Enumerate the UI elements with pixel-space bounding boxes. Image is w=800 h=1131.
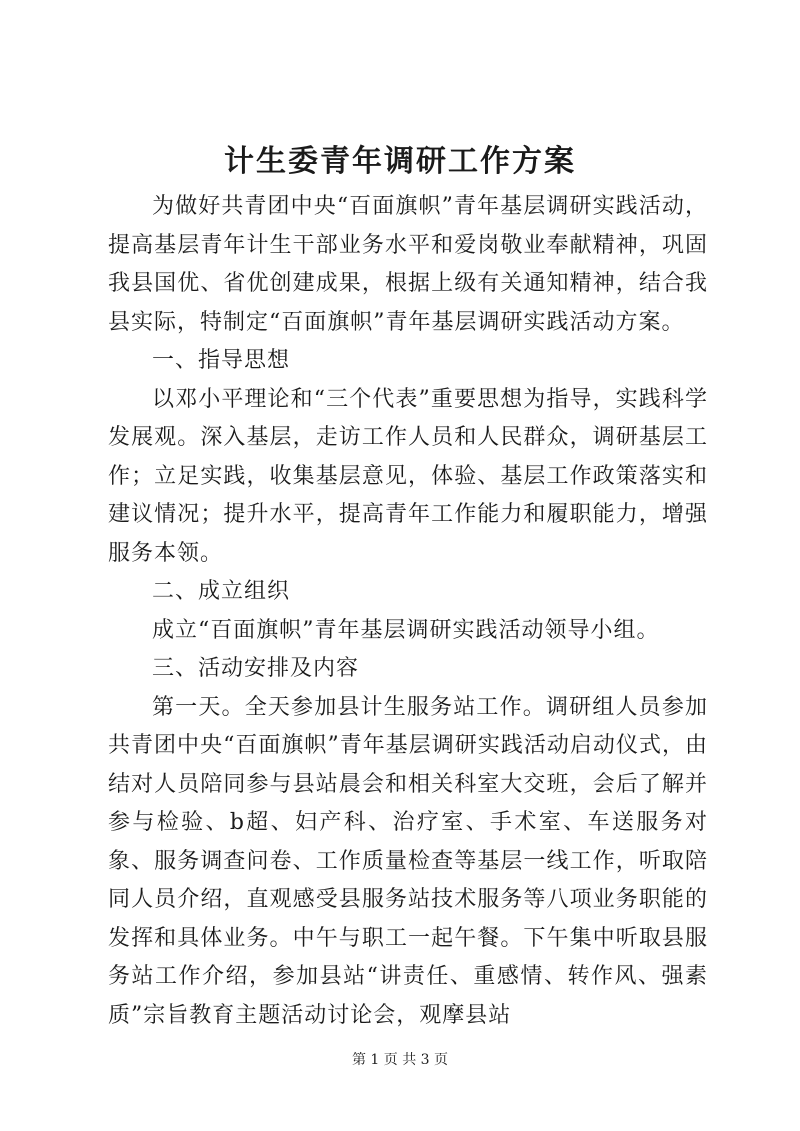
section-text-organization: 成立“百面旗帜”青年基层调研实践活动领导小组。 [152, 617, 660, 643]
section-text-activities: 第一天。全天参加县计生服务站工作。调研组人员参加共青团中央“百面旗帜”青年基层调研实践活动启动仪式，由结对人员陪同参与县站晨会和相关科室大交班，会后了解并参与检验、b超、妇产科、治疗室、手术室、车送服务对象、服务调查问卷、工作质量检查等基层一线工作，听取陪同人员介绍，直观感受县服务站技术服务等八项业务职能的发挥和具体业务。中午与职工一起午餐。下午集中听取县服务站工作介绍，参加县站“讲责任、重感情、转作风、强素质”宗旨教育主题活动讨论会，观摩县站 [108, 694, 708, 1028]
intro-paragraph: 为做好共青团中央“百面旗帜”青年基层调研实践活动，提高基层青年计生干部业务水平和爱岗敬业奉献精神，巩固我县国优、省优创建成果，根据上级有关通知精神，结合我县实际，特制定“百面旗帜”青年基层调研实践活动方案。 [108, 194, 708, 335]
document-body [108, 188, 708, 1035]
section-heading-activities: 三、活动安排及内容 [152, 656, 360, 681]
section-text-guiding-thought: 以邓小平理论和“三个代表”重要思想为指导，实践科学发展观。深入基层，走访工作人员和人民群众，调研基层工作；立足实践，收集基层意见，体验、基层工作政策落实和建议情况；提升水平，提高青年工作能力和履职能力，增强服务本领。 [108, 386, 708, 566]
document-title: 计生委青年调研工作方案 [224, 144, 576, 179]
page-footer: 第 1 页 共 3 页 [351, 1052, 449, 1068]
section-heading-organization: 二、成立组织 [152, 579, 291, 604]
section-heading-guiding-thought: 一、指导思想 [152, 348, 291, 373]
